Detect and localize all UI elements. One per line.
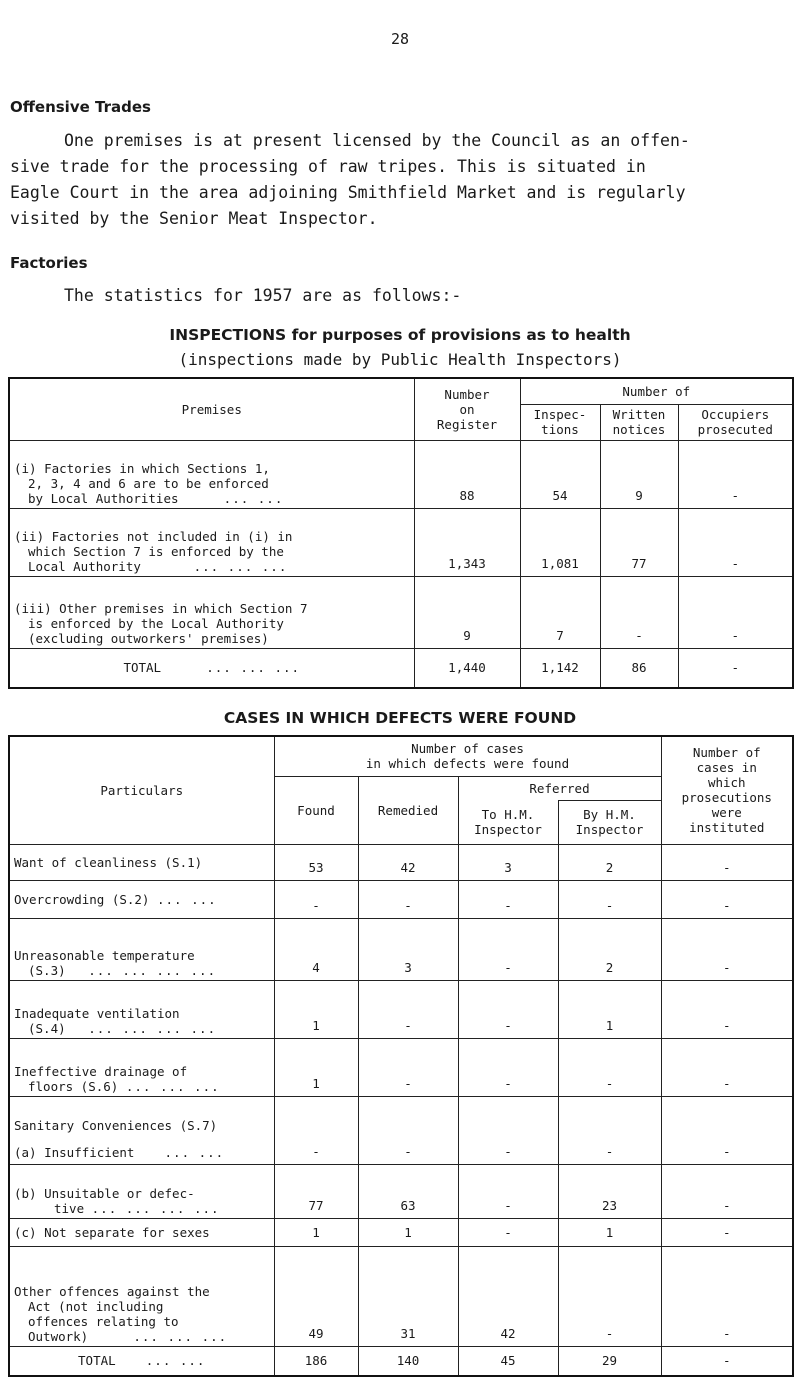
remedied-cell: -	[358, 980, 458, 1038]
to-hm-cell: -	[458, 918, 558, 980]
found-cell: 1	[274, 980, 358, 1038]
prosecutions-cell: -	[661, 1164, 793, 1218]
remedied-header: Remedied	[358, 776, 458, 844]
by-hm-cell: -	[558, 880, 661, 918]
total-label: TOTAL ... ...	[9, 1346, 274, 1376]
to-hm-cell: -	[458, 1164, 558, 1218]
by-hm-cell: 2	[558, 918, 661, 980]
register-cell: 88	[414, 440, 520, 508]
to-hm-cell: -	[458, 880, 558, 918]
table-row	[9, 440, 793, 508]
to-hm-total: 45	[458, 1346, 558, 1376]
to-hm-cell: 42	[458, 1246, 558, 1346]
paragraph-line: sive trade for the processing of raw tripes. This is situated in	[10, 157, 646, 176]
found-cell: 4	[274, 918, 358, 980]
written-notices-header: Written notices	[600, 404, 678, 440]
offensive-trades-heading: Offensive Trades	[10, 98, 151, 116]
table-row	[9, 1218, 793, 1246]
row-label: (iii) Other premises in which Section 7 is enforced by the Local Authority (excluding outworkers' premises)	[9, 576, 414, 648]
to-hm-cell: -	[458, 1096, 558, 1164]
remedied-cell: 1	[358, 1218, 458, 1246]
inspections-table-title: INSPECTIONS for purposes of provisions as to health	[169, 326, 631, 344]
by-hm-cell: 2	[558, 844, 661, 880]
paragraph-line: One premises is at present licensed by the Council as an offen-	[64, 131, 690, 150]
by-hm-cell: 1	[558, 980, 661, 1038]
prosecuted-total: -	[678, 648, 793, 688]
table-row	[9, 508, 793, 576]
row-label: Overcrowding (S.2) ... ...	[9, 880, 274, 918]
to-hm-cell: -	[458, 1218, 558, 1246]
prosecutions-cell: -	[661, 844, 793, 880]
particulars-header: Particulars	[9, 736, 274, 844]
row-label: Other offences against the Act (not including offences relating to Outwork) ... ... ...	[9, 1246, 274, 1346]
prosecutions-cell: -	[661, 918, 793, 980]
found-header: Found	[274, 776, 358, 844]
defects-table	[8, 735, 794, 1377]
by-hm-inspector-header: By H.M. Inspector	[558, 800, 661, 844]
remedied-cell: 63	[358, 1164, 458, 1218]
offensive-trades-paragraph	[10, 128, 792, 232]
inspections-table-subtitle: (inspections made by Public Health Inspectors)	[178, 350, 622, 369]
prosecutions-cell: -	[661, 1096, 793, 1164]
remedied-cell: -	[358, 880, 458, 918]
notices-cell: -	[600, 576, 678, 648]
found-cell: -	[274, 1096, 358, 1164]
notices-cell: 9	[600, 440, 678, 508]
remedied-total: 140	[358, 1346, 458, 1376]
table-row	[9, 576, 793, 648]
inspections-cell: 1,081	[520, 508, 600, 576]
row-label: Inadequate ventilation (S.4) ... ... ... ...	[9, 980, 274, 1038]
by-hm-cell: -	[558, 1038, 661, 1096]
table-row	[9, 880, 793, 918]
page-number: 28	[390, 30, 410, 48]
found-cell: 1	[274, 1218, 358, 1246]
table-row	[9, 1096, 793, 1164]
premises-header: Premises	[9, 378, 414, 440]
inspections-total: 1,142	[520, 648, 600, 688]
referred-header: Referred	[458, 776, 661, 800]
row-label: Unreasonable temperature (S.3) ... ... ... ...	[9, 918, 274, 980]
by-hm-cell: 1	[558, 1218, 661, 1246]
found-cell: -	[274, 880, 358, 918]
register-cell: 9	[414, 576, 520, 648]
row-label: (b) Unsuitable or defec- tive ... ... ... ...	[9, 1164, 274, 1218]
register-cell: 1,343	[414, 508, 520, 576]
found-cell: 77	[274, 1164, 358, 1218]
paragraph-line: visited by the Senior Meat Inspector.	[10, 209, 378, 228]
prosecutions-cell: -	[661, 1218, 793, 1246]
inspections-cell: 7	[520, 576, 600, 648]
table-row	[9, 1038, 793, 1096]
occupiers-prosecuted-header: Occupiers prosecuted	[678, 404, 793, 440]
table-row	[9, 844, 793, 880]
to-hm-cell: 3	[458, 844, 558, 880]
row-label: (i) Factories in which Sections 1, 2, 3, 4 and 6 are to be enforced by Local Authorities ... ...	[9, 440, 414, 508]
paragraph-line: Eagle Court in the area adjoining Smithfield Market and is regularly	[10, 183, 686, 202]
prosecutions-header: Number of cases in which prosecutions were instituted	[661, 736, 793, 844]
found-cell: 49	[274, 1246, 358, 1346]
prosecutions-cell: -	[661, 1246, 793, 1346]
table-row	[9, 918, 793, 980]
row-label: (c) Not separate for sexes	[9, 1218, 274, 1246]
found-cell: 1	[274, 1038, 358, 1096]
table-row	[9, 1164, 793, 1218]
remedied-cell: 42	[358, 844, 458, 880]
row-label: Ineffective drainage of floors (S.6) ... ... ...	[9, 1038, 274, 1096]
remedied-cell: -	[358, 1038, 458, 1096]
found-total: 186	[274, 1346, 358, 1376]
number-of-header: Number of	[520, 378, 793, 404]
prosecuted-cell: -	[678, 440, 793, 508]
total-row	[9, 1346, 793, 1376]
prosecuted-cell: -	[678, 508, 793, 576]
prosecutions-total: -	[661, 1346, 793, 1376]
row-label: (ii) Factories not included in (i) in which Section 7 is enforced by the Local Authority ... ... ...	[9, 508, 414, 576]
to-hm-cell: -	[458, 980, 558, 1038]
remedied-cell: -	[358, 1096, 458, 1164]
total-label: TOTAL ... ... ...	[9, 648, 414, 688]
defects-table-title: CASES IN WHICH DEFECTS WERE FOUND	[223, 709, 577, 727]
inspections-cell: 54	[520, 440, 600, 508]
register-total: 1,440	[414, 648, 520, 688]
table-row	[9, 1246, 793, 1346]
found-cell: 53	[274, 844, 358, 880]
prosecuted-cell: -	[678, 576, 793, 648]
prosecutions-cell: -	[661, 1038, 793, 1096]
to-hm-inspector-header: To H.M. Inspector	[458, 800, 558, 844]
notices-cell: 77	[600, 508, 678, 576]
by-hm-total: 29	[558, 1346, 661, 1376]
row-label: Want of cleanliness (S.1)	[9, 844, 274, 880]
notices-total: 86	[600, 648, 678, 688]
remedied-cell: 3	[358, 918, 458, 980]
to-hm-cell: -	[458, 1038, 558, 1096]
by-hm-cell: 23	[558, 1164, 661, 1218]
factories-statement: The statistics for 1957 are as follows:-	[64, 286, 462, 305]
inspections-header: Inspec- tions	[520, 404, 600, 440]
prosecutions-cell: -	[661, 880, 793, 918]
sanitary-heading: Sanitary Conveniences (S.7)	[14, 1117, 218, 1133]
table-row	[9, 980, 793, 1038]
number-of-cases-header: Number of cases in which defects were found	[274, 736, 661, 776]
register-header: Number on Register	[414, 378, 520, 440]
by-hm-cell: -	[558, 1096, 661, 1164]
remedied-cell: 31	[358, 1246, 458, 1346]
factories-heading: Factories	[10, 254, 88, 272]
by-hm-cell: -	[558, 1246, 661, 1346]
row-label: Sanitary Conveniences (S.7) (a) Insufficient ... ...	[9, 1096, 274, 1164]
inspections-table	[8, 377, 794, 689]
total-row	[9, 648, 793, 688]
prosecutions-cell: -	[661, 980, 793, 1038]
